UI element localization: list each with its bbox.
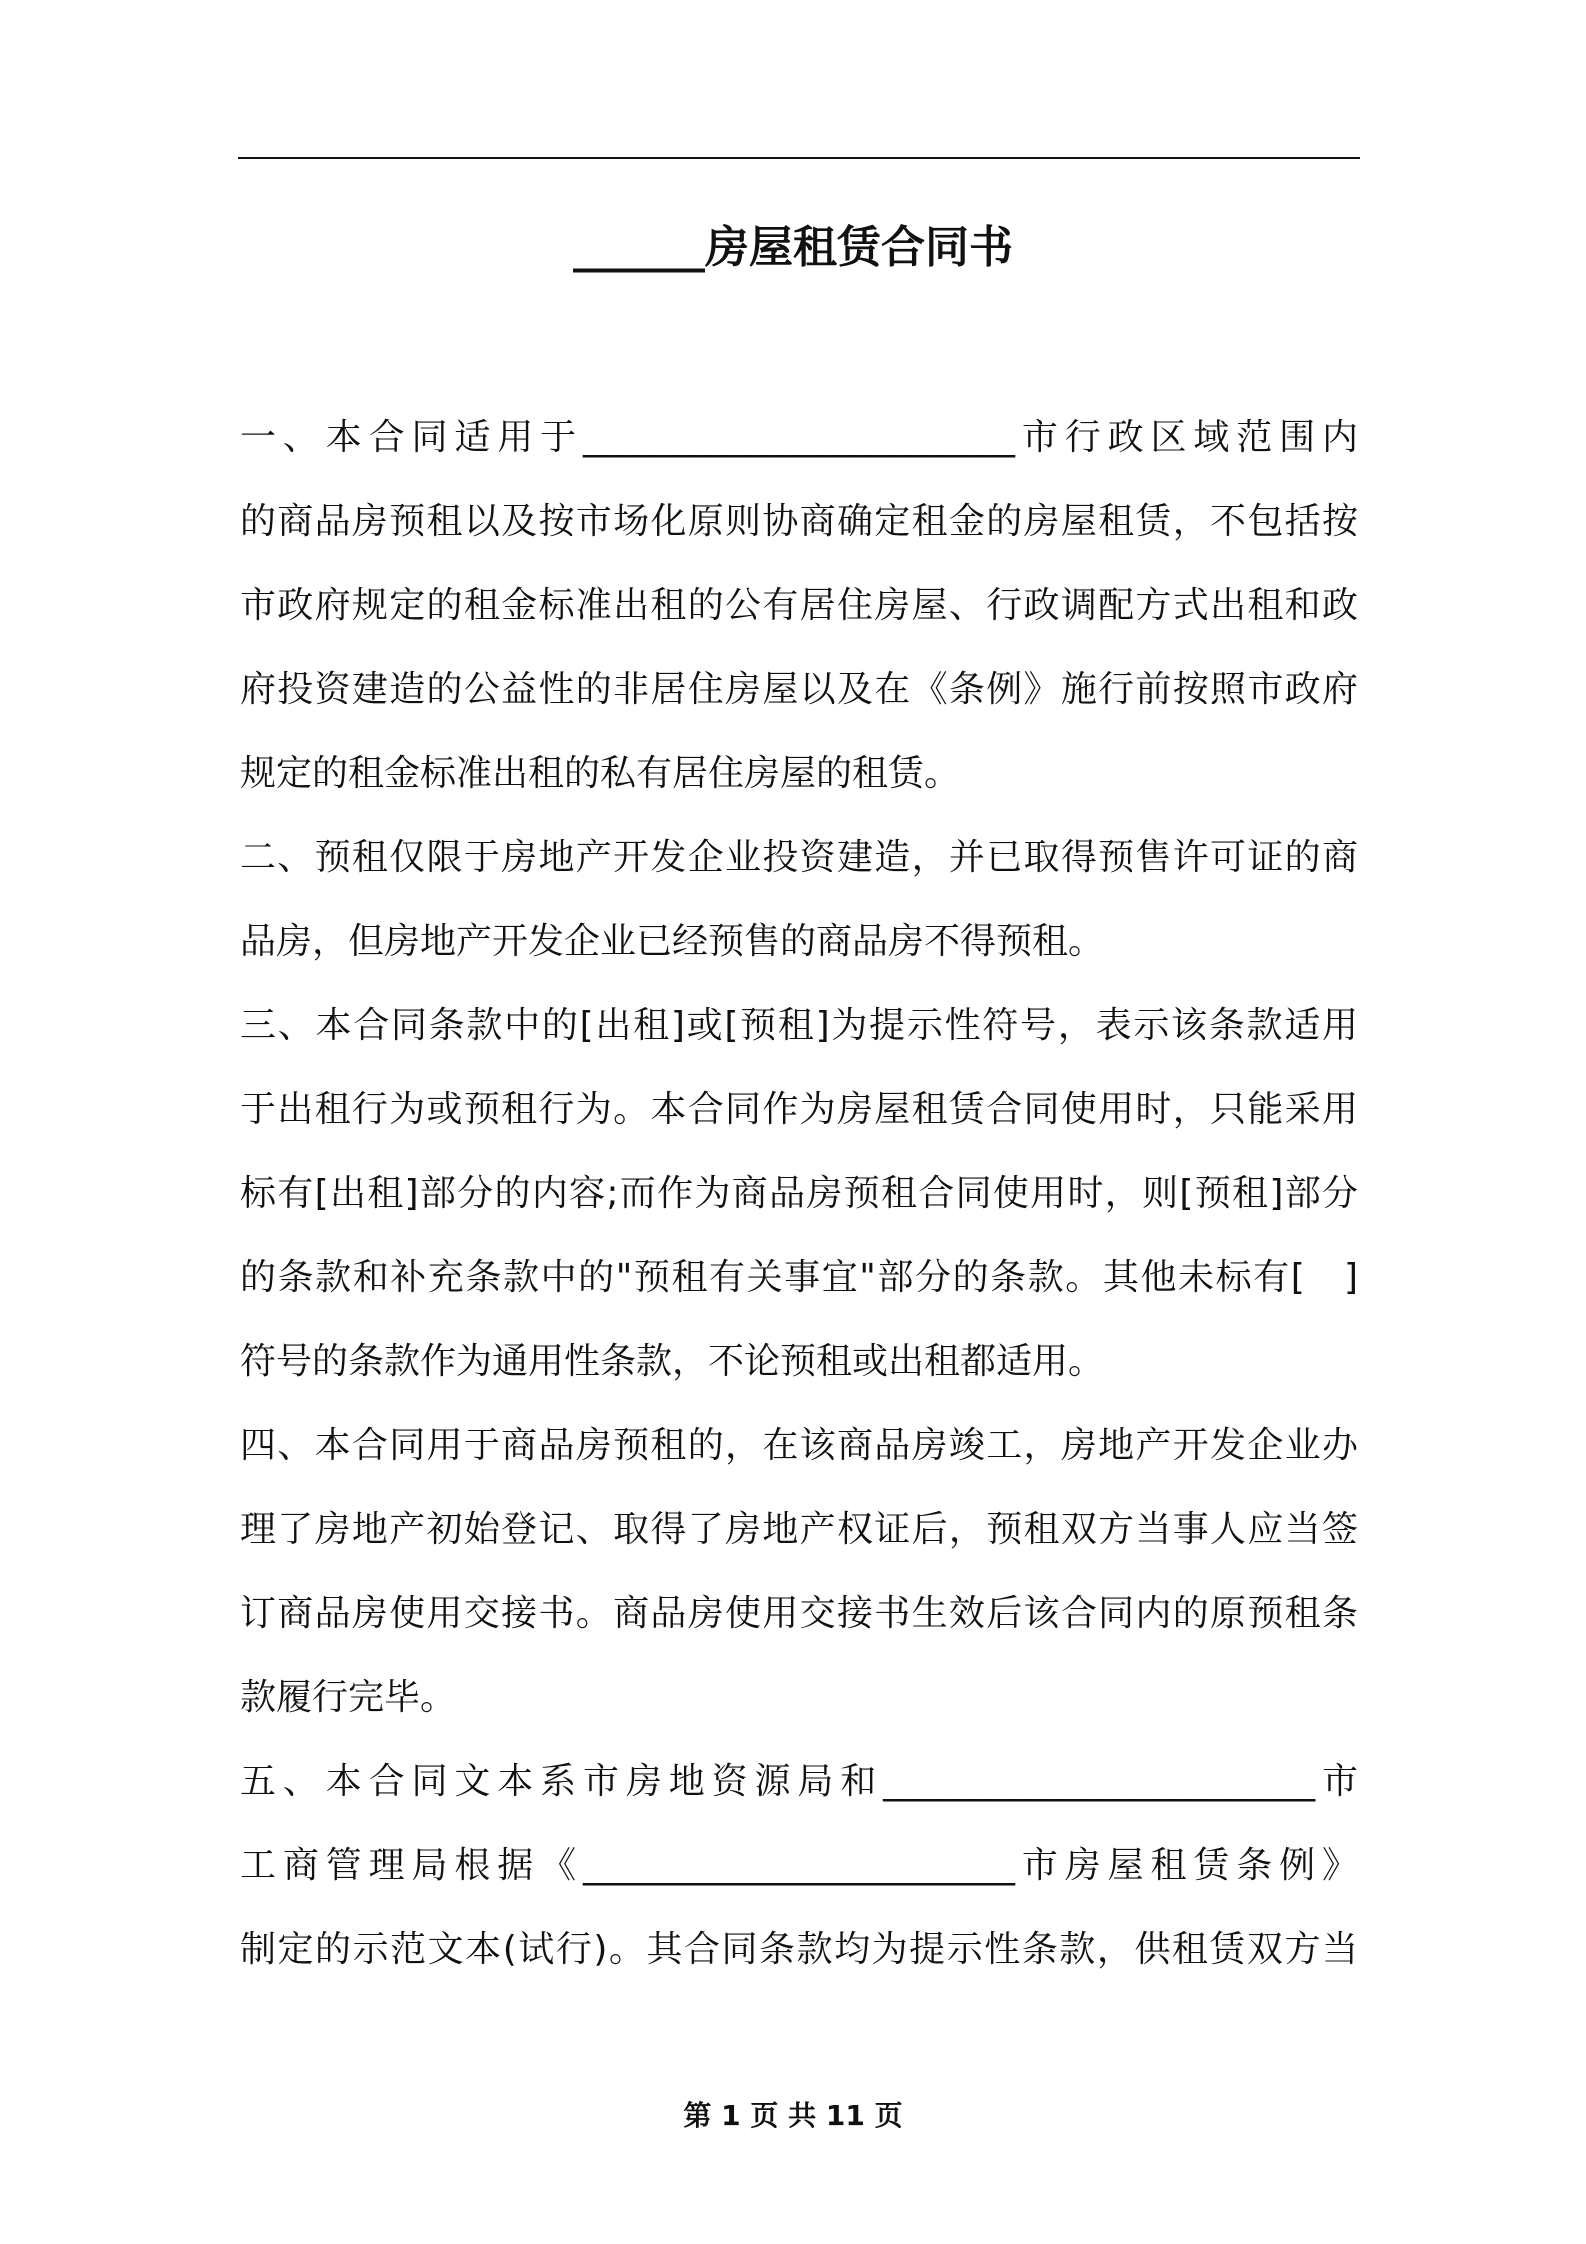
body-line: 符号的条款作为通用性条款，不论预租或出租都适用。	[240, 1341, 1105, 1382]
document-title: ______房屋租赁合同书	[573, 222, 1013, 273]
body-line: 五、本合同文本系市房地资源局和________________________市	[240, 1761, 1358, 1802]
document-body	[240, 396, 1358, 1992]
body-line: 理了房地产初始登记、取得了房地产权证后，预租双方当事人应当签	[240, 1509, 1358, 1550]
body-line: 市政府规定的租金标准出租的公有居住房屋、行政调配方式出租和政	[240, 585, 1358, 626]
body-line: 标有[出租]部分的内容;而作为商品房预租合同使用时，则[预租]部分	[240, 1173, 1358, 1214]
body-line: 四、本合同用于商品房预租的，在该商品房竣工，房地产开发企业办	[240, 1425, 1358, 1466]
body-line: 府投资建造的公益性的非居住房屋以及在《条例》施行前按照市政府	[240, 669, 1358, 710]
body-line: 款履行完毕。	[240, 1677, 457, 1718]
body-line: 三、本合同条款中的[出租]或[预租]为提示性符号，表示该条款适用	[240, 1005, 1358, 1046]
body-line: 的条款和补充条款中的"预租有关事宜"部分的条款。其他未标有[ ]	[240, 1257, 1358, 1298]
body-line: 二、预租仅限于房地产开发企业投资建造，并已取得预售许可证的商	[240, 837, 1358, 878]
body-line: 的商品房预租以及按市场化原则协商确定租金的房屋租赁，不包括按	[240, 501, 1358, 542]
body-line: 一、本合同适用于________________________市行政区域范围内	[240, 417, 1358, 458]
body-line: 规定的租金标准出租的私有居住房屋的租赁。	[240, 753, 961, 794]
body-line: 工商管理局根据《________________________市房屋租赁条例》	[240, 1845, 1358, 1886]
body-line: 品房，但房地产开发企业已经预售的商品房不得预租。	[240, 921, 1105, 962]
body-line: 订商品房使用交接书。商品房使用交接书生效后该合同内的原预租条	[240, 1593, 1358, 1634]
body-line: 于出租行为或预租行为。本合同作为房屋租赁合同使用时，只能采用	[240, 1089, 1358, 1130]
header-rule	[238, 157, 1360, 159]
page-number-footer: 第 1 页 共 11 页	[683, 2099, 903, 2132]
body-line: 制定的示范文本(试行)。其合同条款均为提示性条款，供租赁双方当	[240, 1929, 1358, 1970]
